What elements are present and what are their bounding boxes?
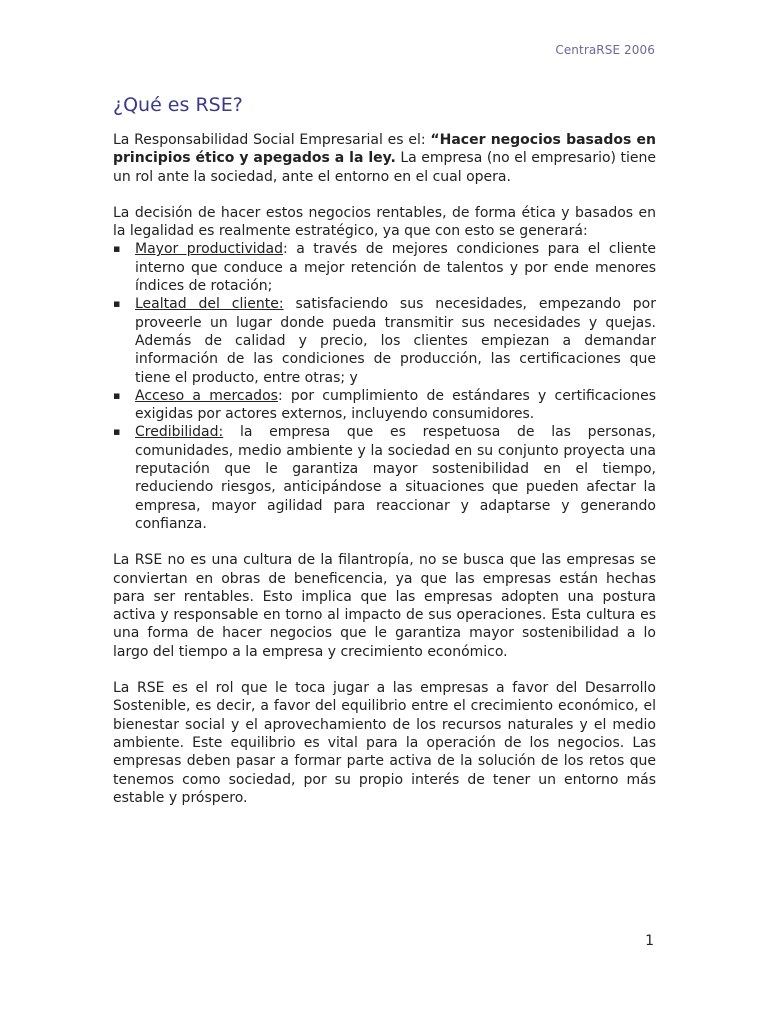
page-number: 1	[645, 933, 654, 949]
bullet-square-icon: ▪	[113, 242, 121, 256]
list-item	[113, 387, 656, 424]
list-item	[113, 423, 656, 533]
intro-bold-definition: “Hacer negocios basados en principios ético y apegados a la ley.	[113, 132, 656, 167]
sustainable-development-paragraph: La RSE es el rol que le toca jugar a las empresas a favor del Desarrollo Sostenible, es decir, a favor del equilibrio entre el crecimiento económico, el bienestar social y el aprovechamiento de los recursos naturales y el medio ambiente. Este equilibrio es vital para la operación de los negocios. Las empresas deben pasar a formar parte activa de la solución de los retos que tenemos como sociedad, por su propio interés de tener un entorno más estable y próspero.	[113, 680, 656, 806]
list-item	[113, 240, 656, 295]
list-item-term: Credibilidad:	[135, 424, 224, 441]
intro-suffix: La empresa (no el empresario) tiene un rol ante la sociedad, ante el entorno en el cual opera.	[113, 150, 657, 185]
decision-paragraph: La decisión de hacer estos negocios rentables, de forma ética y basados en la legalidad es realmente estratégico, ya que con esto se generará:	[113, 204, 656, 240]
list-item-text: : a través de mejores condiciones para el cliente interno que conduce a mejor retención de talentos y por ende menores índices de rotación;	[135, 241, 656, 295]
philanthropy-paragraph: La RSE no es una cultura de la filantropía, no se busca que las empresas se conviertan en obras de beneficencia, ya que las empresas están hechas para ser rentables. Esto implica que las empresas adopten una postura activa y responsable en torno al impacto de sus operaciones. Esta cultura es una forma de hacer negocios que le garantiza mayor sostenibilidad a lo largo del tiempo a la empresa y crecimiento económico.	[113, 552, 656, 660]
bullet-square-icon: ▪	[113, 425, 121, 439]
intro-prefix: La Responsabilidad Social Empresarial es el:	[113, 132, 431, 148]
list-item-text: : por cumplimiento de estándares y certificaciones exigidas por actores externos, incluyendo consumidores.	[135, 387, 657, 423]
list-item	[113, 295, 656, 386]
page-title: ¿Qué es RSE?	[113, 94, 243, 116]
list-item-term: Acceso a mercados	[135, 387, 278, 404]
header-org-year: CentraRSE 2006	[555, 43, 655, 57]
list-item-term: Mayor productividad	[135, 241, 284, 258]
list-item-term: Lealtad del cliente:	[135, 296, 284, 313]
bullet-square-icon: ▪	[113, 297, 121, 311]
list-item-text: la empresa que es respetuosa de las personas, comunidades, medio ambiente y la sociedad en su conjunto proyecta una reputación que le garantiza mayor sostenibilidad en el tiempo, reduciendo riesgos, anticipándose a situaciones que pueden afectar la empresa, mayor agilidad para reaccionar y adaptarse y generando confianza.	[135, 424, 656, 532]
benefits-list	[113, 240, 656, 533]
bullet-square-icon: ▪	[113, 388, 121, 402]
document-body	[113, 94, 656, 825]
list-item-text: satisfaciendo sus necesidades, empezando por proveerle un lugar donde pueda transmitir sus necesidades y quejas. Además de calidad y precio, los clientes empiezan a demandar información de las condiciones de producción, las certificaciones que tiene el producto, entre otras; y	[135, 296, 656, 386]
intro-paragraph	[113, 131, 656, 186]
